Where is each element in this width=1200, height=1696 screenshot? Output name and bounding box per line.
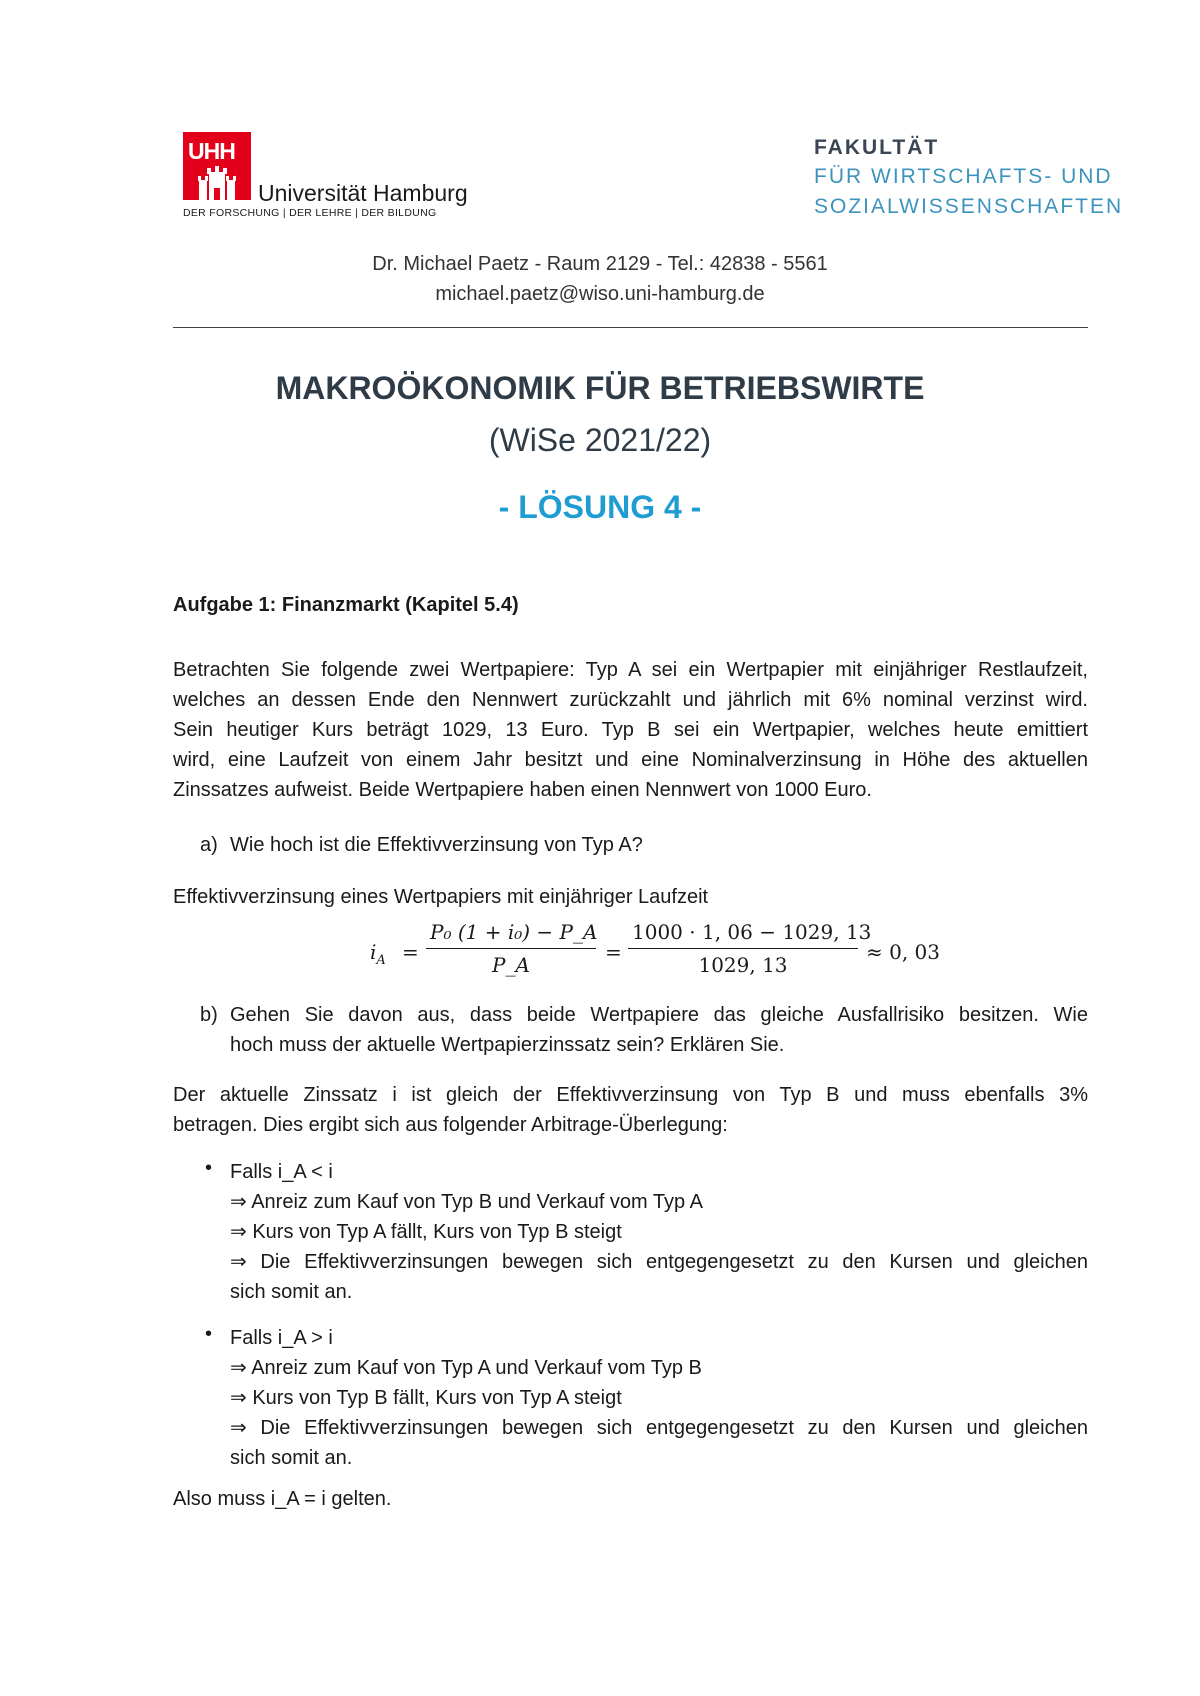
intro-line: Zinssatzes aufweist. Beide Wertpapiere haben einen Nennwert von 1000 Euro. (173, 779, 872, 801)
formula-fraction-1-numerator: P₀ (1 + i₀) − P_A (426, 920, 596, 949)
case-1-line: ⇒ Die Effektivverzinsungen bewegen sich entgegengesetzt zu den Kursen und gleichen (230, 1251, 1088, 1273)
answer-a-intro: Effektivverzinsung eines Wertpapiers mit einjähriger Laufzeit (173, 886, 709, 908)
formula-lhs: $i_A$ (370, 940, 386, 968)
formula-fraction-2-denominator: 1029, 13 (698, 953, 788, 977)
semester-label: (WiSe 2021/22) (488, 422, 712, 458)
task-heading: Aufgabe 1: Finanzmarkt (Kapitel 5.4) (173, 594, 519, 616)
document-title: MAKROÖKONOMIK FÜR BETRIEBSWIRTE (275, 370, 925, 406)
solution-label: - LÖSUNG 4 - (498, 489, 702, 525)
header-divider (173, 327, 1088, 328)
university-motto: DER FORSCHUNG | DER LEHRE | DER BILDUNG (183, 207, 437, 219)
case-1-line: sich somit an. (230, 1281, 353, 1303)
formula-fraction-1 (426, 920, 596, 977)
formula-equals-2: = (605, 940, 622, 964)
intro-line: welches an dessen Ende den Nennwert zurückzahlt und jährlich mit 6% nominal verzinst wird. (173, 689, 1088, 711)
case-2-bullet: • (205, 1323, 213, 1345)
intro-line: wird, eine Laufzeit von einem Jahr besitzt und eine Nominalverzinsung in Höhe des aktuellen (173, 749, 1088, 771)
case-2-line: sich somit an. (230, 1447, 353, 1469)
question-b-line: hoch muss der aktuelle Wertpapierzinssatz sein? Erklären Sie. (230, 1034, 785, 1056)
case-2 (230, 1323, 1088, 1473)
formula-result: ≈ 0, 03 (866, 940, 941, 964)
formula-fraction-2-numerator: 1000 · 1, 06 − 1029, 13 (628, 920, 858, 949)
faculty-line-3: SOZIALWISSENSCHAFTEN (814, 195, 1124, 218)
formula-equals-1: = (402, 940, 419, 964)
contact-line: Dr. Michael Paetz - Raum 2129 - Tel.: 42838 - 5561 (372, 253, 828, 275)
castle-icon (183, 166, 251, 200)
formula-fraction-2 (628, 920, 872, 977)
formula-fraction-1-denominator: P_A (492, 953, 530, 977)
answer-b-line: Der aktuelle Zinssatz i ist gleich der Effektivverzinsung von Typ B und muss ebenfalls 3% (173, 1084, 1088, 1106)
question-b-text (230, 1000, 1088, 1060)
case-1 (230, 1157, 1088, 1307)
answer-b-line: betragen. Dies ergibt sich aus folgender Arbitrage-Überlegung: (173, 1114, 728, 1136)
case-2-line: ⇒ Anreiz zum Kauf von Typ A und Verkauf vom Typ B (230, 1357, 702, 1379)
question-a-text: Wie hoch ist die Effektivverzinsung von Typ A? (230, 834, 643, 856)
question-a-label: a) (200, 834, 218, 856)
university-logo-badge (183, 132, 251, 200)
case-1-line: ⇒ Anreiz zum Kauf von Typ B und Verkauf vom Typ A (230, 1191, 703, 1213)
intro-line: Betrachten Sie folgende zwei Wertpapiere: Typ A sei ein Wertpapier mit einjähriger Restlaufzeit, (173, 659, 1088, 681)
logo-badge-text: UHH (188, 138, 235, 164)
case-1-bullet: • (205, 1157, 213, 1179)
formula-effective-rate (370, 920, 970, 990)
intro-line: Sein heutiger Kurs beträgt 1029, 13 Euro. Typ B sei ein Wertpapier, welches heute emittiert (173, 719, 1088, 741)
case-1-condition: Falls i_A < i (230, 1161, 333, 1183)
question-b-label: b) (200, 1004, 218, 1026)
contact-email: michael.paetz@wiso.uni-hamburg.de (435, 283, 765, 305)
question-b-line: Gehen Sie davon aus, dass beide Wertpapiere das gleiche Ausfallrisiko besitzen. Wie (230, 1004, 1088, 1026)
case-2-line: ⇒ Kurs von Typ B fällt, Kurs von Typ A steigt (230, 1387, 622, 1409)
faculty-line-2: FÜR WIRTSCHAFTS- UND (814, 165, 1113, 188)
case-2-line: ⇒ Die Effektivverzinsungen bewegen sich entgegengesetzt zu den Kursen und gleichen (230, 1417, 1088, 1439)
faculty-line-1: FAKULTÄT (814, 136, 940, 159)
task-intro (173, 655, 1088, 805)
conclusion: Also muss i_A = i gelten. (173, 1488, 392, 1510)
case-2-condition: Falls i_A > i (230, 1327, 333, 1349)
case-1-line: ⇒ Kurs von Typ A fällt, Kurs von Typ B steigt (230, 1221, 622, 1243)
university-name: Universität Hamburg (258, 180, 468, 206)
answer-b (173, 1080, 1088, 1140)
